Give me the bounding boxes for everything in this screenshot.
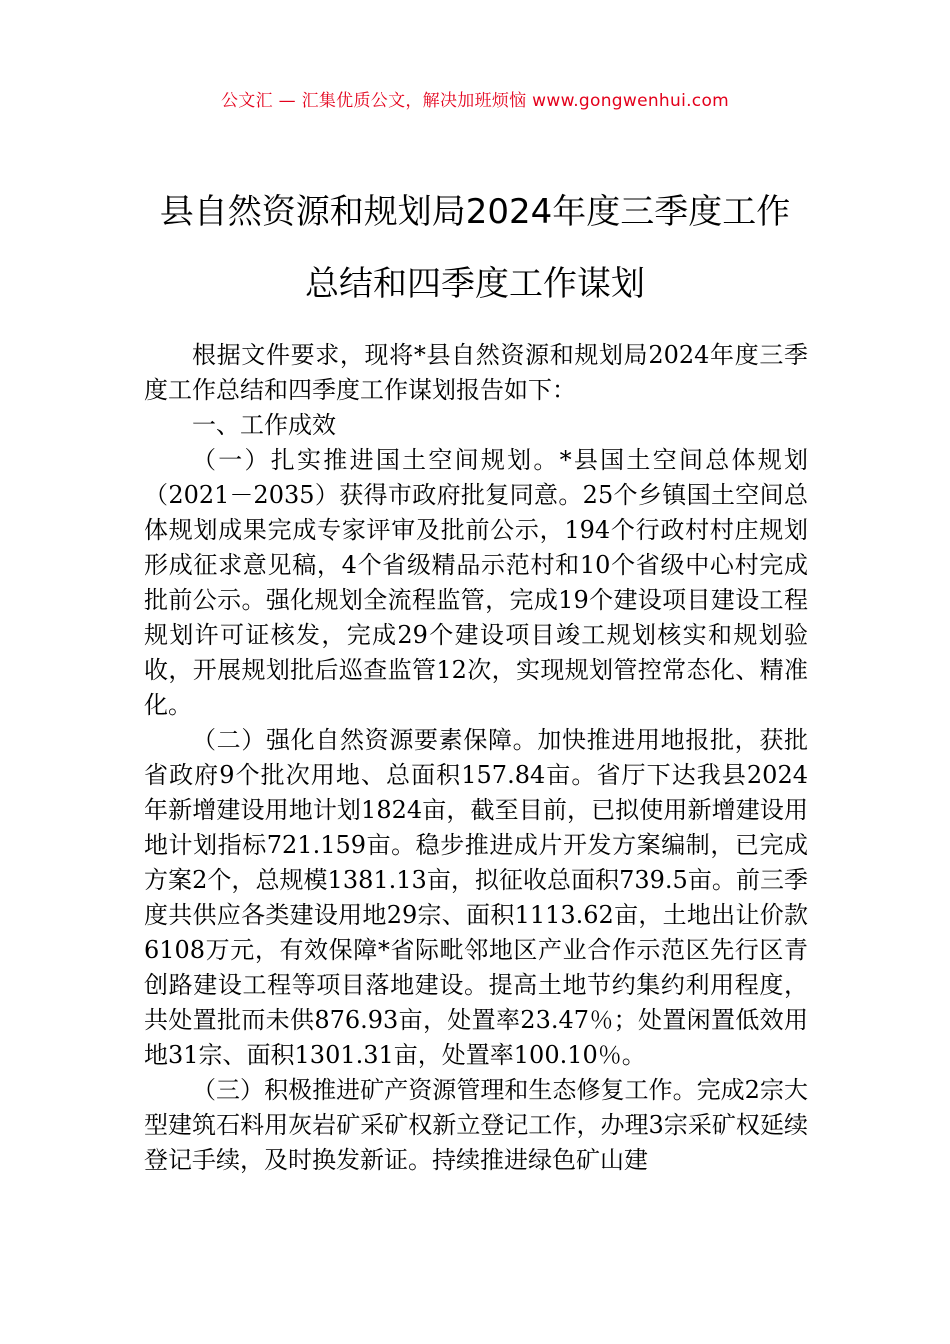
paragraph-mining: （三）积极推进矿产资源管理和生态修复工作。完成2宗大型建筑石料用灰岩矿采矿权新立登记工作，办理3宗采矿权延续登记手续，及时换发新证。持续推进绿色矿山建	[144, 1076, 808, 1174]
document-body	[144, 338, 808, 1178]
paragraph-planning: （一）扎实推进国土空间规划。*县国土空间总体规划（2021－2035）获得市政府批复同意。25个乡镇国土空间总体规划成果完成专家评审及批前公示，194个行政村村庄规划形成征求意见稿，4个省级精品示范村和10个省级中心村完成批前公示。强化规划全流程监管，完成19个建设项目建设工程规划许可证核发，完成29个建设项目竣工规划核实和规划验收，开展规划批后巡查监管12次，实现规划管控常态化、精准化。	[144, 446, 808, 719]
title-line-2: 总结和四季度工作谋划	[305, 264, 645, 304]
title-line-1: 县自然资源和规划局2024年度三季度工作	[159, 192, 791, 232]
section-heading: 一、工作成效	[192, 411, 336, 439]
document-title	[60, 176, 890, 320]
watermark-header: 公文汇 — 汇集优质公文，解决加班烦恼 www.gongwenhui.com	[220, 91, 730, 111]
intro-paragraph: 根据文件要求，现将*县自然资源和规划局2024年度三季度工作总结和四季度工作谋划报告如下：	[144, 341, 808, 404]
paragraph-resources: （二）强化自然资源要素保障。加快推进用地报批，获批省政府9个批次用地、总面积157.84亩。省厅下达我县2024年新增建设用地计划1824亩，截至目前，已拟使用新增建设用地计划指标721.159亩。稳步推进成片开发方案编制，已完成方案2个，总规模1381.13亩，拟征收总面积739.5亩。前三季度共供应各类建设用地29宗、面积1113.62亩，土地出让价款6108万元，有效保障*省际毗邻地区产业合作示范区先行区青创路建设工程等项目落地建设。提高土地节约集约利用程度，共处置批而未供876.93亩，处置率23.47％；处置闲置低效用地31宗、面积1301.31亩，处置率100.10％。	[144, 726, 808, 1069]
